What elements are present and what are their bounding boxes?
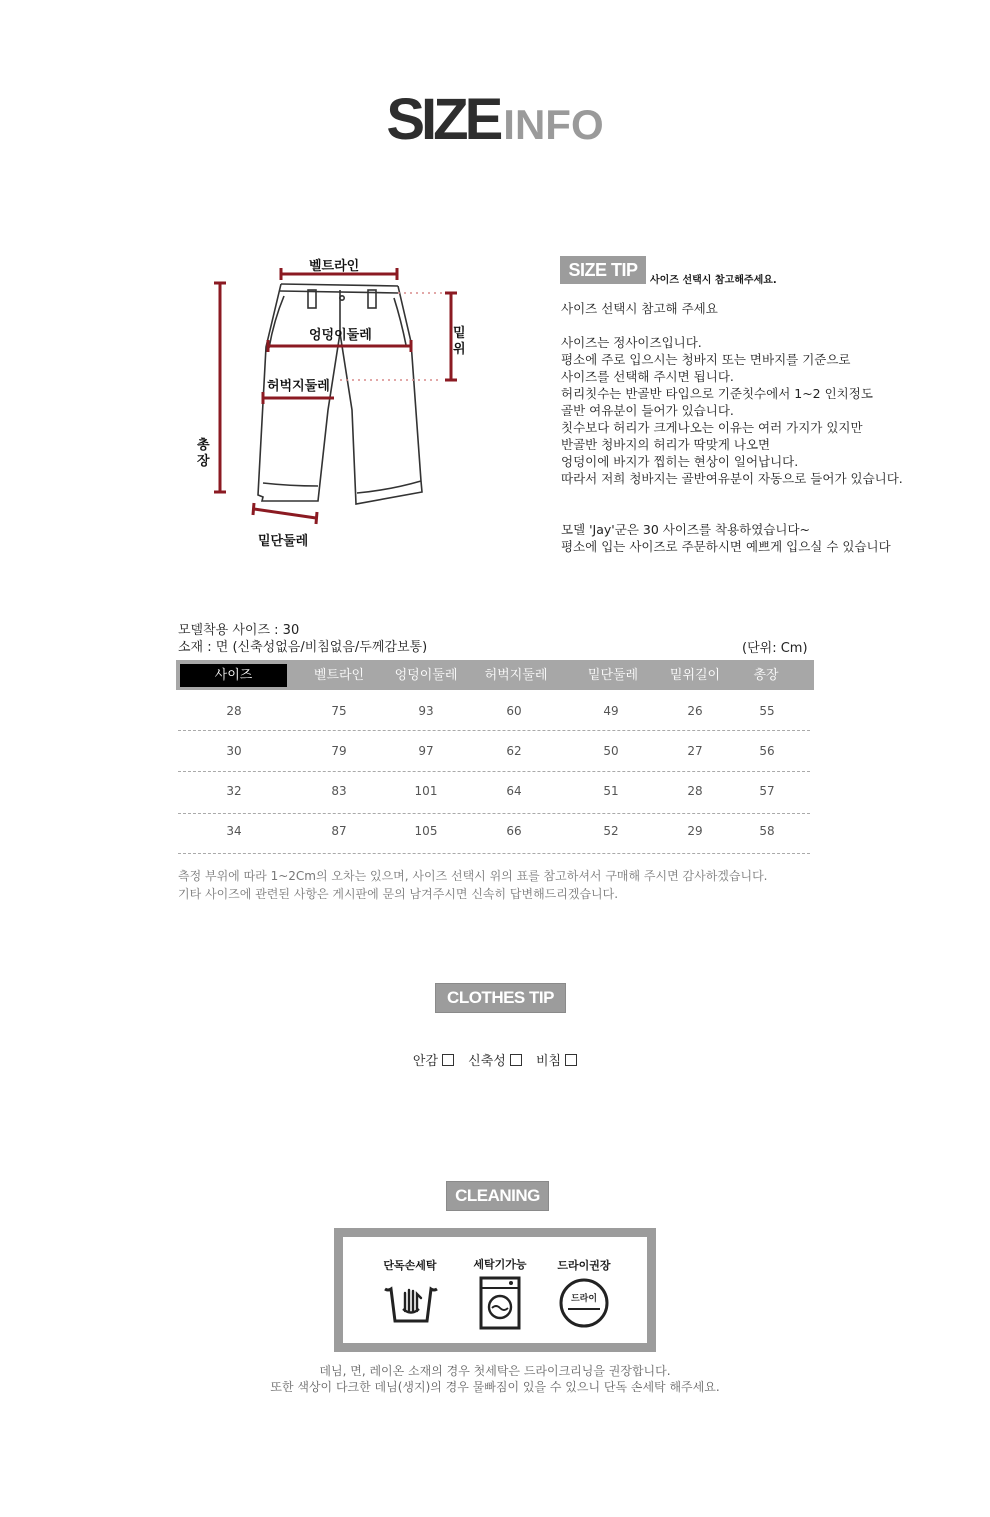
table-cell: 55 bbox=[759, 704, 775, 718]
table-cell: 57 bbox=[759, 784, 775, 798]
sheer-checkbox[interactable] bbox=[565, 1054, 577, 1066]
dry-clean-text: 드라이 bbox=[570, 1294, 598, 1304]
title-size: SIZE bbox=[386, 87, 500, 152]
check-label-stretch: 신축성 bbox=[468, 1054, 506, 1069]
measurement-lines bbox=[214, 268, 457, 524]
dry-clean-icon bbox=[556, 1275, 612, 1331]
tip-line: 엉덩이에 바지가 찝히는 현상이 일어납니다. bbox=[561, 454, 799, 469]
table-cell: 101 bbox=[414, 784, 438, 798]
cleaning-frame bbox=[334, 1228, 656, 1352]
table-cell: 79 bbox=[331, 744, 347, 758]
pants-outline bbox=[258, 284, 422, 504]
pants-diagram bbox=[190, 250, 480, 560]
tip-line: 칫수보다 허리가 크게나오는 이유는 여러 가지가 있지만 bbox=[561, 420, 863, 435]
table-cell: 27 bbox=[687, 744, 703, 758]
model-size: 모델착용 사이즈 : 30 bbox=[178, 623, 300, 638]
header-length: 총장 bbox=[753, 668, 779, 683]
label-length-2: 장 bbox=[197, 454, 210, 469]
size-tip-badge: SIZE TIP bbox=[560, 256, 646, 284]
label-thigh: 허벅지둘레 bbox=[267, 379, 330, 394]
tip-line: 사이즈 선택시 참고해 주세요 bbox=[561, 301, 718, 316]
table-note: 측정 부위에 따라 1~2Cm의 오차는 있으며, 사이즈 선택시 위의 표를 참고하셔서 구매해 주시면 감사하겠습니다. bbox=[178, 869, 768, 883]
row-divider bbox=[178, 853, 810, 854]
row-divider bbox=[178, 730, 810, 731]
page-title bbox=[0, 86, 990, 153]
label-hip: 엉덩이둘레 bbox=[309, 328, 372, 343]
label-dry-clean: 드라이권장 bbox=[557, 1259, 611, 1272]
table-cell: 87 bbox=[331, 824, 347, 838]
tip-line: 평소에 주로 입으시는 청바지 또는 면바지를 기준으로 bbox=[561, 352, 851, 367]
tip-line: 반골반 청바지의 허리가 딱맞게 나오면 bbox=[561, 437, 771, 452]
table-cell: 83 bbox=[331, 784, 347, 798]
label-beltline: 벨트라인 bbox=[309, 259, 360, 274]
material: 소재 : 면 (신축성없음/비침없음/두께감보통) bbox=[178, 640, 428, 655]
size-table-header bbox=[176, 660, 814, 690]
tip-line bbox=[561, 504, 903, 521]
label-rise-2: 위 bbox=[453, 342, 466, 357]
hand-wash-icon bbox=[382, 1279, 440, 1327]
table-cell: 28 bbox=[687, 784, 703, 798]
table-cell: 64 bbox=[506, 784, 522, 798]
table-cell: 58 bbox=[759, 824, 775, 838]
tip-line: 사이즈를 선택해 주시면 됩니다. bbox=[561, 369, 734, 384]
table-cell: 30 bbox=[226, 744, 242, 758]
table-cell: 75 bbox=[331, 704, 347, 718]
header-size: 사이즈 bbox=[180, 664, 287, 687]
tip-line: 모델 'Jay'군은 30 사이즈를 착용하였습니다~ bbox=[561, 522, 811, 537]
check-label-sheer: 비침 bbox=[535, 1054, 562, 1069]
tip-line: 평소에 입는 사이즈로 주문하시면 예쁘게 입으실 수 있습니다 bbox=[561, 539, 891, 554]
table-cell: 29 bbox=[687, 824, 703, 838]
tip-line: 따라서 저희 청바지는 골반여유분이 자동으로 들어가 있습니다. bbox=[561, 471, 903, 486]
table-cell: 97 bbox=[418, 744, 434, 758]
size-tip-subtitle: 사이즈 선택시 참고해주세요. bbox=[650, 275, 777, 286]
clothes-tip-badge: CLOTHES TIP bbox=[435, 983, 566, 1013]
header-beltline: 벨트라인 bbox=[313, 668, 365, 683]
header-hem: 밑단둘레 bbox=[587, 668, 639, 683]
table-cell: 50 bbox=[603, 744, 619, 758]
cleaning-note: 또한 색상이 다크한 데님(생지)의 경우 물빠짐이 있을 수 있으니 단독 손세탁 해주세요. bbox=[270, 1380, 720, 1394]
header-thigh: 허벅지둘레 bbox=[484, 668, 548, 683]
label-washing-machine: 세탁기가능 bbox=[473, 1258, 527, 1271]
cleaning-note: 데님, 면, 레이온 소재의 경우 첫세탁은 드라이크리닝을 권장합니다. bbox=[319, 1364, 671, 1378]
title-info: INFO bbox=[503, 101, 604, 148]
table-cell: 49 bbox=[603, 704, 619, 718]
table-cell: 60 bbox=[506, 704, 522, 718]
label-length-1: 총 bbox=[197, 438, 210, 453]
tip-line: 허리칫수는 반골반 타입으로 기준칫수에서 1~2 인치정도 bbox=[561, 386, 873, 401]
size-tip-text bbox=[561, 300, 903, 555]
row-divider bbox=[178, 771, 810, 772]
washing-machine-icon bbox=[478, 1275, 522, 1331]
label-hand-wash: 단독손세탁 bbox=[383, 1259, 437, 1272]
size-table-body bbox=[176, 690, 814, 860]
header-rise: 밑위길이 bbox=[669, 668, 721, 683]
table-cell: 26 bbox=[687, 704, 703, 718]
table-cell: 34 bbox=[226, 824, 242, 838]
lining-checkbox[interactable] bbox=[442, 1054, 454, 1066]
stretch-checkbox[interactable] bbox=[510, 1054, 522, 1066]
table-cell: 28 bbox=[226, 704, 242, 718]
tip-line bbox=[561, 317, 903, 334]
table-cell: 52 bbox=[603, 824, 619, 838]
table-cell: 66 bbox=[506, 824, 522, 838]
clothes-tip-checks bbox=[0, 1050, 990, 1069]
cleaning-icons bbox=[343, 1237, 647, 1343]
label-rise-1: 밑 bbox=[453, 326, 466, 341]
unit-label: (단위: Cm) bbox=[742, 641, 808, 656]
header-hip: 엉덩이둘레 bbox=[394, 668, 458, 683]
table-cell: 51 bbox=[603, 784, 619, 798]
row-divider bbox=[178, 813, 810, 814]
tip-line: 사이즈는 정사이즈입니다. bbox=[561, 335, 702, 350]
tip-line bbox=[561, 487, 903, 504]
cleaning-badge: CLEANING bbox=[446, 1181, 549, 1211]
table-cell: 93 bbox=[418, 704, 434, 718]
table-note: 기타 사이즈에 관련된 사항은 게시판에 문의 남겨주시면 신속히 답변해드리겠습니다. bbox=[178, 887, 619, 901]
check-label-lining: 안감 bbox=[412, 1054, 439, 1069]
table-cell: 32 bbox=[226, 784, 242, 798]
table-cell: 105 bbox=[414, 824, 438, 838]
table-cell: 56 bbox=[759, 744, 775, 758]
label-hem: 밑단둘레 bbox=[258, 534, 309, 549]
tip-line: 골반 여유분이 들어가 있습니다. bbox=[561, 403, 734, 418]
table-cell: 62 bbox=[506, 744, 522, 758]
